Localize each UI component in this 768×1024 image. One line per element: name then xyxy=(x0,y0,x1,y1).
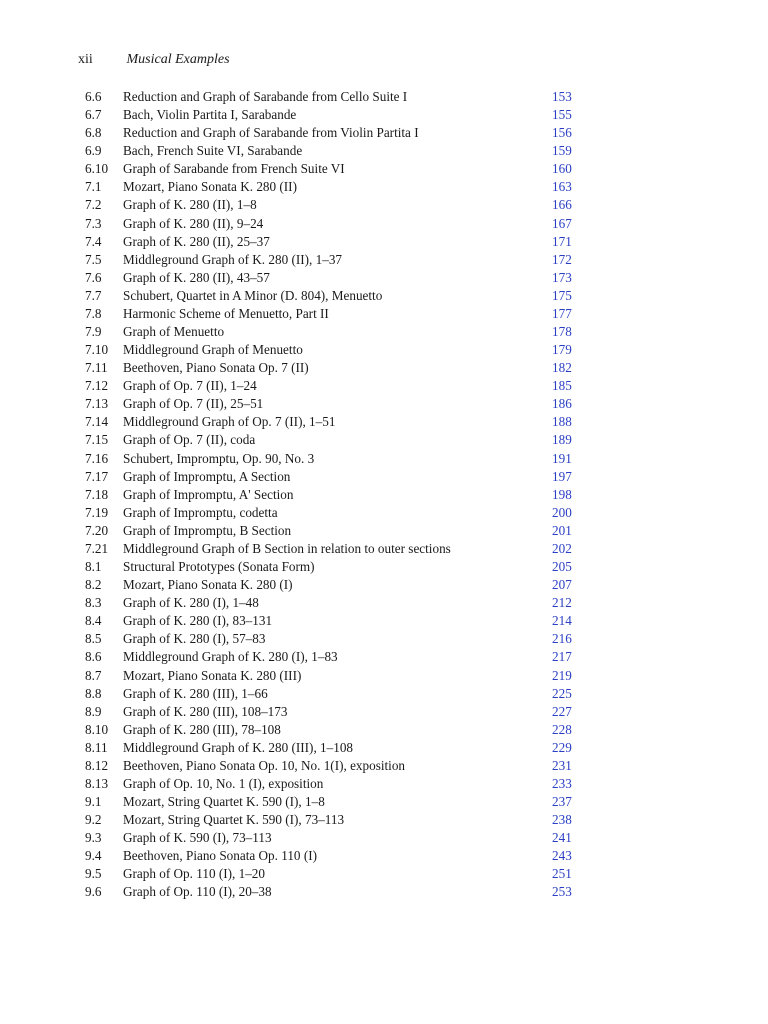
example-number: 8.5 xyxy=(85,631,102,647)
example-number: 7.2 xyxy=(85,197,102,213)
example-number: 9.6 xyxy=(85,884,102,900)
list-item xyxy=(85,865,585,883)
example-title: Mozart, String Quartet K. 590 (I), 73–113 xyxy=(123,812,345,828)
list-item xyxy=(85,305,585,323)
example-number: 7.5 xyxy=(85,251,102,267)
example-title: Graph of K. 280 (II), 43–57 xyxy=(123,269,270,285)
example-title: Graph of K. 280 (II), 1–8 xyxy=(123,197,257,213)
example-number: 8.13 xyxy=(85,775,109,791)
page-number-link[interactable]: 217 xyxy=(552,649,572,665)
example-title: Middleground Graph of K. 280 (I), 1–83 xyxy=(123,649,338,665)
list-item xyxy=(85,775,585,793)
list-item xyxy=(85,395,585,413)
page-number-link[interactable]: 179 xyxy=(552,342,572,358)
example-number: 7.19 xyxy=(85,504,109,520)
example-title: Graph of Impromptu, A Section xyxy=(123,468,291,484)
example-number: 7.11 xyxy=(85,360,108,376)
example-number: 7.7 xyxy=(85,287,102,303)
example-title: Graph of K. 280 (III), 78–108 xyxy=(123,721,281,737)
examples-list xyxy=(85,88,585,902)
example-number: 8.1 xyxy=(85,559,102,575)
example-number: 8.7 xyxy=(85,667,102,683)
example-title: Bach, French Suite VI, Sarabande xyxy=(123,143,303,159)
example-number: 6.10 xyxy=(85,161,109,177)
page-number-link[interactable]: 216 xyxy=(552,631,572,647)
example-title: Graph of K. 280 (II), 9–24 xyxy=(123,215,264,231)
example-number: 7.8 xyxy=(85,305,102,321)
example-title: Graph of Op. 7 (II), 1–24 xyxy=(123,378,257,394)
page-number-link[interactable]: 233 xyxy=(552,775,572,791)
page-number-link[interactable]: 153 xyxy=(552,89,572,104)
example-title: Graph of K. 280 (I), 57–83 xyxy=(123,631,266,647)
list-item xyxy=(85,359,585,377)
example-title: Graph of K. 280 (III), 108–173 xyxy=(123,703,288,719)
page-number-link[interactable]: 175 xyxy=(552,287,572,303)
list-item xyxy=(85,883,585,901)
example-number: 9.1 xyxy=(85,794,102,810)
page-number-link[interactable]: 219 xyxy=(552,667,572,683)
list-item xyxy=(85,504,585,522)
list-item xyxy=(85,323,585,341)
list-item xyxy=(85,468,585,486)
example-title: Graph of K. 280 (II), 25–37 xyxy=(123,233,270,249)
list-item xyxy=(85,450,585,468)
example-title: Graph of K. 280 (I), 83–131 xyxy=(123,613,273,629)
page-number-link[interactable]: 172 xyxy=(552,251,572,267)
page-number-link[interactable]: 167 xyxy=(552,215,572,231)
example-number: 7.12 xyxy=(85,378,109,394)
example-number: 6.8 xyxy=(85,125,102,141)
example-number: 8.6 xyxy=(85,649,102,665)
example-title: Schubert, Impromptu, Op. 90, No. 3 xyxy=(123,450,315,466)
page-number-link[interactable]: 225 xyxy=(552,685,572,701)
list-item xyxy=(85,233,585,251)
example-title: Middleground Graph of K. 280 (II), 1–37 xyxy=(123,251,343,267)
example-number: 7.4 xyxy=(85,233,102,249)
example-title: Graph of Sarabande from French Suite VI xyxy=(123,161,345,177)
example-number: 9.4 xyxy=(85,848,102,864)
example-number: 7.1 xyxy=(85,179,102,195)
example-number: 7.17 xyxy=(85,468,109,484)
page-number-link[interactable]: 251 xyxy=(552,866,572,882)
example-title: Beethoven, Piano Sonata Op. 110 (I) xyxy=(123,848,317,864)
list-item xyxy=(85,703,585,721)
running-head xyxy=(78,50,230,70)
list-item xyxy=(85,196,585,214)
list-item xyxy=(85,612,585,630)
example-title: Graph of Menuetto xyxy=(123,324,225,340)
page-number-link[interactable]: 188 xyxy=(552,414,572,430)
list-item xyxy=(85,757,585,775)
example-title: Graph of K. 280 (I), 1–48 xyxy=(123,595,259,611)
list-item xyxy=(85,251,585,269)
example-number: 9.5 xyxy=(85,866,102,882)
example-number: 6.7 xyxy=(85,107,102,123)
example-number: 8.11 xyxy=(85,739,108,755)
page-number-link[interactable]: 241 xyxy=(552,830,572,846)
example-title: Reduction and Graph of Sarabande from Violin Partita I xyxy=(123,125,419,141)
list-item xyxy=(85,685,585,703)
page-number-link[interactable]: 182 xyxy=(552,360,572,376)
page-number-link[interactable]: 198 xyxy=(552,486,572,502)
page-number-link[interactable]: 197 xyxy=(552,468,572,484)
example-title: Schubert, Quartet in A Minor (D. 804), Menuetto xyxy=(123,287,383,303)
page-number-link[interactable]: 201 xyxy=(552,522,572,538)
page-number-link[interactable]: 178 xyxy=(552,324,572,340)
example-title: Middleground Graph of Op. 7 (II), 1–51 xyxy=(123,414,336,430)
page-number-link[interactable]: 171 xyxy=(552,233,572,249)
list-item xyxy=(85,667,585,685)
page-number-link[interactable]: 173 xyxy=(552,269,572,285)
list-item xyxy=(85,178,585,196)
page-number-link[interactable]: 212 xyxy=(552,595,572,611)
example-title: Mozart, Piano Sonata K. 280 (I) xyxy=(123,577,293,593)
page-number-link[interactable]: 156 xyxy=(552,125,572,141)
page-number-link[interactable]: 227 xyxy=(552,703,572,719)
page-number-link[interactable]: 205 xyxy=(552,559,572,575)
page-number-link[interactable]: 177 xyxy=(552,305,572,321)
page-number-link[interactable]: 159 xyxy=(552,143,572,159)
list-item xyxy=(85,540,585,558)
list-item xyxy=(85,847,585,865)
list-item xyxy=(85,106,585,124)
running-head-title: Musical Examples xyxy=(126,52,230,67)
example-number: 8.2 xyxy=(85,577,102,593)
page-number-link[interactable]: 202 xyxy=(552,540,572,556)
example-number: 8.3 xyxy=(85,595,102,611)
example-number: 7.20 xyxy=(85,522,109,538)
page-number-link[interactable]: 163 xyxy=(552,179,572,195)
example-number: 9.3 xyxy=(85,830,102,846)
page-number-link[interactable]: 214 xyxy=(552,613,572,629)
example-title: Middleground Graph of B Section in relation to outer sections xyxy=(123,540,451,556)
page-number-link[interactable]: 229 xyxy=(552,739,572,755)
example-title: Structural Prototypes (Sonata Form) xyxy=(123,559,315,575)
list-item xyxy=(85,377,585,395)
example-title: Harmonic Scheme of Menuetto, Part II xyxy=(123,305,329,321)
list-item xyxy=(85,522,585,540)
example-number: 7.10 xyxy=(85,342,109,358)
example-title: Beethoven, Piano Sonata Op. 10, No. 1(I), exposition xyxy=(123,757,406,773)
example-title: Graph of Impromptu, A' Section xyxy=(123,486,294,502)
page-number-link[interactable]: 207 xyxy=(552,577,572,593)
example-title: Graph of Op. 110 (I), 20–38 xyxy=(123,884,272,900)
example-title: Middleground Graph of Menuetto xyxy=(123,342,303,358)
list-item xyxy=(85,829,585,847)
list-item xyxy=(85,88,585,106)
page-number-link[interactable]: 160 xyxy=(552,161,572,177)
list-item xyxy=(85,594,585,612)
example-title: Mozart, Piano Sonata K. 280 (III) xyxy=(123,667,302,683)
list-item xyxy=(85,558,585,576)
example-number: 7.9 xyxy=(85,324,102,340)
list-item xyxy=(85,341,585,359)
list-item xyxy=(85,576,585,594)
list-item xyxy=(85,142,585,160)
list-item xyxy=(85,486,585,504)
example-number: 8.9 xyxy=(85,703,102,719)
page-number-link[interactable]: 237 xyxy=(552,794,572,810)
example-number: 8.4 xyxy=(85,613,102,629)
page-number-link[interactable]: 243 xyxy=(552,848,572,864)
example-number: 7.3 xyxy=(85,215,102,231)
list-item xyxy=(85,811,585,829)
example-title: Graph of Op. 110 (I), 1–20 xyxy=(123,866,265,882)
example-title: Beethoven, Piano Sonata Op. 7 (II) xyxy=(123,360,309,376)
example-title: Bach, Violin Partita I, Sarabande xyxy=(123,107,297,123)
page-number-link[interactable]: 166 xyxy=(552,197,572,213)
example-title: Graph of Op. 7 (II), 25–51 xyxy=(123,396,264,412)
page-number-link[interactable]: 189 xyxy=(552,432,572,448)
example-number: 7.13 xyxy=(85,396,109,412)
example-title: Mozart, String Quartet K. 590 (I), 1–8 xyxy=(123,794,325,810)
example-title: Mozart, Piano Sonata K. 280 (II) xyxy=(123,179,297,195)
page-number-link[interactable]: 238 xyxy=(552,812,572,828)
example-title: Reduction and Graph of Sarabande from Cello Suite I xyxy=(123,89,408,104)
example-number: 7.15 xyxy=(85,432,109,448)
example-number: 7.6 xyxy=(85,269,102,285)
page-number-link[interactable]: 155 xyxy=(552,107,572,123)
example-title: Graph of Op. 7 (II), coda xyxy=(123,432,256,448)
example-title: Graph of K. 590 (I), 73–113 xyxy=(123,830,272,846)
example-number: 8.10 xyxy=(85,721,109,737)
list-item xyxy=(85,215,585,233)
list-item xyxy=(85,721,585,739)
example-number: 7.21 xyxy=(85,540,109,556)
page-folio: xii xyxy=(78,52,93,67)
list-item xyxy=(85,124,585,142)
example-number: 7.18 xyxy=(85,486,109,502)
example-number: 8.8 xyxy=(85,685,102,701)
example-number: 9.2 xyxy=(85,812,102,828)
list-item xyxy=(85,793,585,811)
page-number-link[interactable]: 228 xyxy=(552,721,572,737)
example-title: Graph of Impromptu, codetta xyxy=(123,504,278,520)
example-title: Graph of Impromptu, B Section xyxy=(123,522,292,538)
page-number-link[interactable]: 200 xyxy=(552,504,572,520)
list-item xyxy=(85,413,585,431)
example-title: Graph of Op. 10, No. 1 (I), exposition xyxy=(123,775,324,791)
list-item xyxy=(85,648,585,666)
example-number: 7.14 xyxy=(85,414,109,430)
page-number-link[interactable]: 253 xyxy=(552,884,572,900)
page-number-link[interactable]: 191 xyxy=(552,450,572,466)
list-item xyxy=(85,269,585,287)
example-number: 7.16 xyxy=(85,450,109,466)
example-number: 6.6 xyxy=(85,89,102,104)
page-number-link[interactable]: 185 xyxy=(552,378,572,394)
list-item xyxy=(85,160,585,178)
page-number-link[interactable]: 186 xyxy=(552,396,572,412)
list-item xyxy=(85,287,585,305)
list-item xyxy=(85,431,585,449)
example-number: 8.12 xyxy=(85,757,109,773)
example-title: Middleground Graph of K. 280 (III), 1–108 xyxy=(123,739,354,755)
example-number: 6.9 xyxy=(85,143,102,159)
page-number-link[interactable]: 231 xyxy=(552,757,572,773)
example-title: Graph of K. 280 (III), 1–66 xyxy=(123,685,268,701)
list-item xyxy=(85,630,585,648)
list-item xyxy=(85,739,585,757)
